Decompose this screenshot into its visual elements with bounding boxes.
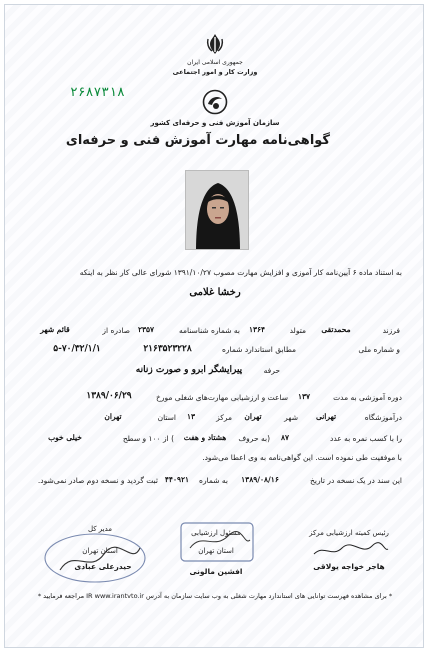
label-id-no: به شماره شناسنامه xyxy=(178,326,240,335)
issued-from: قائم شهر xyxy=(40,325,70,334)
organization-label: سازمان آموزش فنی و حرفه‌ای کشور xyxy=(150,119,280,127)
score-number: ۸۷ xyxy=(280,433,290,442)
portrait-image xyxy=(186,171,249,250)
signature-3-name: حیدرعلی عبادی xyxy=(74,562,132,571)
label-period: دوره آموزشی به مدت xyxy=(333,393,402,402)
national-id: ۲۱۶۳۵۲۳۲۲۸ xyxy=(143,344,192,354)
success-text: با موفقیت طی نموده است. این گواهی‌نامه به وی اعطا می‌شود. xyxy=(202,453,402,462)
signature-1-name: هاجر خواجه یولاقی xyxy=(313,562,385,571)
label-born: متولد xyxy=(289,326,306,335)
label-issued: صادره از xyxy=(102,326,130,335)
center-name: تهرانی xyxy=(315,412,337,421)
birth-year: ۱۳۶۴ xyxy=(248,325,266,334)
region-number: ۱۳ xyxy=(186,412,196,421)
label-issue-rest: ثبت گردید و نسخه دوم صادر نمی‌شود. xyxy=(37,476,158,485)
signature-3-role: مدیر کل xyxy=(87,525,113,533)
label-trade: حرفه xyxy=(263,366,280,375)
footer-note: * برای مشاهده فهرست توانایی های استاندارد مهارت شغلی به وب سایت سازمان به آدرس IR www.irantvto.ir مراجعه فرمایید * xyxy=(37,592,393,600)
holder-name: رخشا غلامی xyxy=(189,287,241,298)
tvto-logo-icon xyxy=(202,89,228,115)
label-issue-single: این سند در یک نسخه در تاریخ xyxy=(310,476,402,485)
score-level: خیلی خوب xyxy=(48,433,82,442)
label-child: فرزند xyxy=(382,326,400,335)
signature-3-province: استان تهران xyxy=(82,547,118,555)
signature-2-province: استان تهران xyxy=(198,547,234,555)
id-number: ۲۳۵۷ xyxy=(137,325,155,334)
city-name: تهران xyxy=(244,412,262,421)
label-score: را با کسب نمره به عدد xyxy=(330,434,402,443)
republic-label: جمهوری اسلامی ایران xyxy=(187,59,243,66)
label-national-id: و شماره ملی xyxy=(358,345,400,354)
label-hours: ساعت و ارزشیابی مهارت‌های شغلی مورخ xyxy=(156,393,288,402)
label-city: شهر xyxy=(284,413,298,422)
signature-3-stamp xyxy=(40,530,150,586)
label-issue-number: به شماره xyxy=(199,476,228,485)
label-center: درآموزشگاه xyxy=(364,413,402,422)
signature-1-role: رئیس کمیته ارزشیابی مرکز xyxy=(309,529,389,537)
signature-2-stamp xyxy=(178,520,256,564)
label-region: مرکز xyxy=(216,413,232,422)
serial-number: ۲۶۸۷۳۱۸ xyxy=(70,85,125,100)
father-name: محمدتقی xyxy=(321,325,351,334)
issue-number: ۴۴۰۹۲۱ xyxy=(164,475,190,484)
intro-text: به استناد ماده ۶ آیین‌نامه کار آموزی و افزایش مهارت مصوب ۱۳۹۱/۱۰/۲۷ شورای عالی کار نظر به اینکه xyxy=(79,268,402,277)
signature-2-name: افشین مالونی xyxy=(189,567,243,576)
holder-photo xyxy=(185,170,249,250)
exam-date: ۱۳۸۹/۰۶/۲۹ xyxy=(86,391,132,401)
course-hours: ۱۳۷ xyxy=(297,392,311,401)
ministry-label: وزارت کار و امور اجتماعی xyxy=(172,68,258,76)
trade-value: پیرایشگر ابرو و صورت زنانه xyxy=(135,365,243,375)
signature-1-mark xyxy=(310,540,390,560)
score-words: هشتاد و هفت xyxy=(183,433,227,442)
issue-date: ۱۳۸۹/۰۸/۱۶ xyxy=(241,475,279,484)
label-score-letters: (به حروف xyxy=(238,434,270,443)
label-standard: مطابق استاندارد شماره xyxy=(221,345,296,354)
iran-emblem-icon xyxy=(205,33,225,55)
label-score-from: ) از ۱۰۰ و سطح xyxy=(122,434,174,443)
certificate-title: گواهی‌نامه مهارت آموزش فنی و حرفه‌ای xyxy=(65,133,330,148)
label-province: استان xyxy=(157,413,176,422)
province-name: تهران xyxy=(104,412,122,421)
standard-number: ۵-۷۰/۳۲/۱/۱ xyxy=(53,344,101,354)
signature-2-role: مسئول ارزشیابی xyxy=(191,529,241,537)
